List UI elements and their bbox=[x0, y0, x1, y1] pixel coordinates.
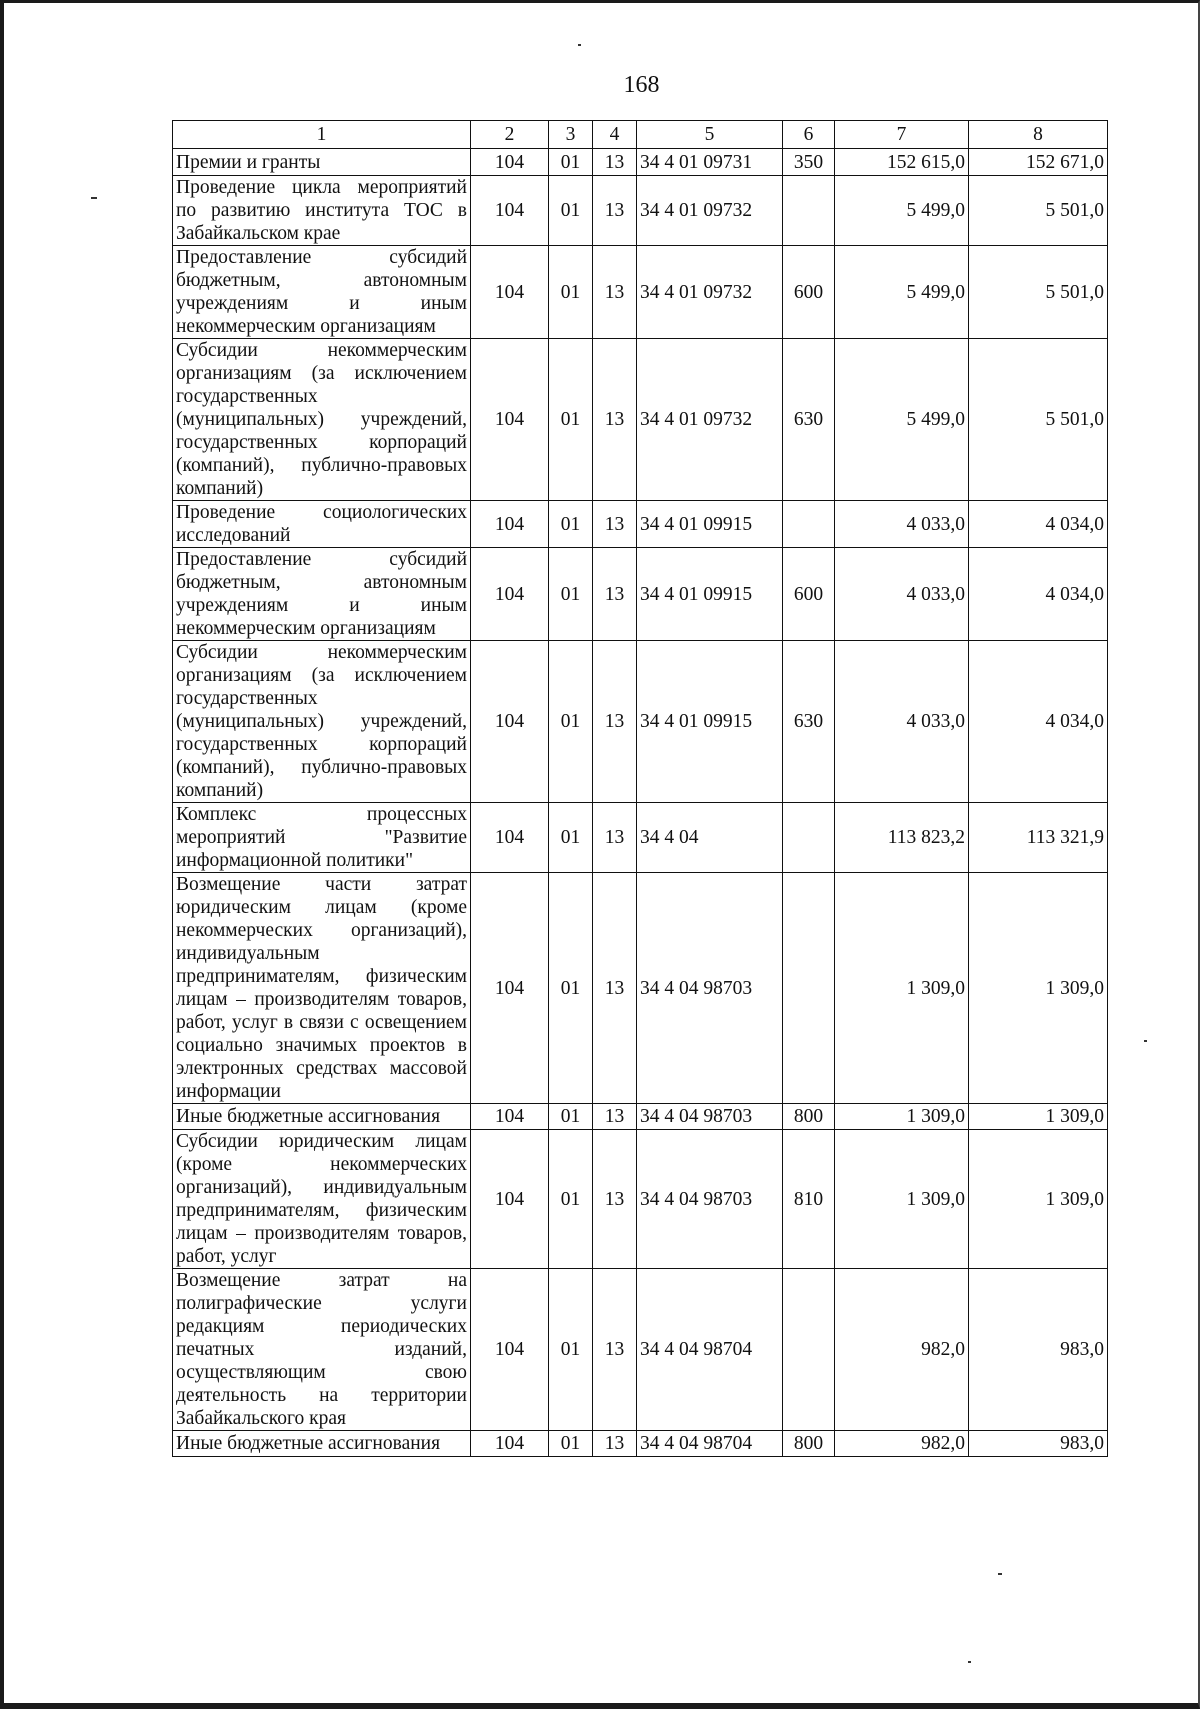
row-code: 34 4 01 09731 bbox=[637, 149, 783, 176]
row-amount-2: 5 501,0 bbox=[969, 339, 1108, 501]
row-code: 34 4 04 bbox=[637, 803, 783, 873]
row-item-name: Субсидии некоммерческим организациям (за исключением государственных (муниципальных) учреждений, государственных корпораций (компаний), публично-правовых компаний) bbox=[173, 641, 471, 803]
row-amount-1: 4 033,0 bbox=[835, 501, 969, 548]
row-code: 34 4 04 98703 bbox=[637, 1104, 783, 1130]
column-header: 6 bbox=[783, 121, 835, 149]
row-type: 800 bbox=[783, 1104, 835, 1130]
row-type: 350 bbox=[783, 149, 835, 176]
row-code: 34 4 01 09732 bbox=[637, 246, 783, 339]
row-amount-1: 982,0 bbox=[835, 1269, 969, 1431]
scan-speck bbox=[578, 44, 581, 46]
row-c3: 01 bbox=[549, 803, 593, 873]
row-item-name: Возмещение части затрат юридическим лицам (кроме некоммерческих организаций), индивидуальным предпринимателям, физическим лицам – производителям товаров, работ, услуг в связи с освещением социально значимых проектов в электронных средствах массовой информации bbox=[173, 873, 471, 1104]
scan-speck bbox=[968, 1661, 971, 1663]
row-c3: 01 bbox=[549, 501, 593, 548]
row-type bbox=[783, 501, 835, 548]
row-c4: 13 bbox=[593, 1269, 637, 1431]
column-header: 3 bbox=[549, 121, 593, 149]
row-amount-2: 152 671,0 bbox=[969, 149, 1108, 176]
row-amount-2: 113 321,9 bbox=[969, 803, 1108, 873]
table-row bbox=[173, 176, 1108, 246]
row-c2: 104 bbox=[471, 149, 549, 176]
table-row bbox=[173, 149, 1108, 176]
row-type: 800 bbox=[783, 1431, 835, 1457]
row-c4: 13 bbox=[593, 246, 637, 339]
row-code: 34 4 01 09732 bbox=[637, 176, 783, 246]
row-c2: 104 bbox=[471, 548, 549, 641]
table-row bbox=[173, 1130, 1108, 1269]
row-c3: 01 bbox=[549, 339, 593, 501]
row-item-name: Предоставление субсидий бюджетным, автономным учреждениям и иным некоммерческим организациям bbox=[173, 548, 471, 641]
row-c4: 13 bbox=[593, 1130, 637, 1269]
budget-table bbox=[172, 120, 1108, 1457]
row-c2: 104 bbox=[471, 176, 549, 246]
row-c2: 104 bbox=[471, 1269, 549, 1431]
row-amount-1: 1 309,0 bbox=[835, 1130, 969, 1269]
row-item-name: Возмещение затрат на полиграфические услуги редакциям периодических печатных изданий, осуществляющим свою деятельность на территории Забайкальского края bbox=[173, 1269, 471, 1431]
row-amount-2: 5 501,0 bbox=[969, 246, 1108, 339]
row-amount-1: 5 499,0 bbox=[835, 339, 969, 501]
row-c4: 13 bbox=[593, 803, 637, 873]
page-number: 168 bbox=[623, 72, 660, 98]
row-amount-2: 5 501,0 bbox=[969, 176, 1108, 246]
column-header: 4 bbox=[593, 121, 637, 149]
row-item-name: Иные бюджетные ассигнования bbox=[173, 1104, 471, 1130]
row-amount-1: 4 033,0 bbox=[835, 641, 969, 803]
row-amount-2: 983,0 bbox=[969, 1431, 1108, 1457]
row-item-name: Проведение цикла мероприятий по развитию института ТОС в Забайкальском крае bbox=[173, 176, 471, 246]
row-code: 34 4 04 98703 bbox=[637, 873, 783, 1104]
row-amount-2: 4 034,0 bbox=[969, 501, 1108, 548]
table-row bbox=[173, 501, 1108, 548]
row-amount-2: 4 034,0 bbox=[969, 641, 1108, 803]
row-type: 600 bbox=[783, 548, 835, 641]
row-c4: 13 bbox=[593, 1104, 637, 1130]
row-code: 34 4 04 98704 bbox=[637, 1269, 783, 1431]
row-amount-2: 1 309,0 bbox=[969, 1130, 1108, 1269]
row-c4: 13 bbox=[593, 1431, 637, 1457]
row-code: 34 4 01 09915 bbox=[637, 641, 783, 803]
row-amount-1: 982,0 bbox=[835, 1431, 969, 1457]
row-amount-1: 152 615,0 bbox=[835, 149, 969, 176]
row-c2: 104 bbox=[471, 246, 549, 339]
row-amount-2: 1 309,0 bbox=[969, 873, 1108, 1104]
row-c3: 01 bbox=[549, 176, 593, 246]
table-row bbox=[173, 803, 1108, 873]
row-item-name: Проведение социологических исследований bbox=[173, 501, 471, 548]
row-c3: 01 bbox=[549, 149, 593, 176]
row-item-name: Предоставление субсидий бюджетным, автономным учреждениям и иным некоммерческим организациям bbox=[173, 246, 471, 339]
table-row bbox=[173, 1104, 1108, 1130]
column-header: 2 bbox=[471, 121, 549, 149]
row-amount-1: 5 499,0 bbox=[835, 176, 969, 246]
row-amount-1: 113 823,2 bbox=[835, 803, 969, 873]
scan-speck bbox=[1144, 1040, 1147, 1042]
row-c2: 104 bbox=[471, 339, 549, 501]
row-type: 600 bbox=[783, 246, 835, 339]
table-row bbox=[173, 641, 1108, 803]
row-item-name: Субсидии некоммерческим организациям (за исключением государственных (муниципальных) учреждений, государственных корпораций (компаний), публично-правовых компаний) bbox=[173, 339, 471, 501]
row-c4: 13 bbox=[593, 641, 637, 803]
row-c2: 104 bbox=[471, 873, 549, 1104]
row-c4: 13 bbox=[593, 149, 637, 176]
row-code: 34 4 01 09915 bbox=[637, 548, 783, 641]
row-code: 34 4 01 09732 bbox=[637, 339, 783, 501]
row-c4: 13 bbox=[593, 176, 637, 246]
row-code: 34 4 04 98703 bbox=[637, 1130, 783, 1269]
row-amount-1: 1 309,0 bbox=[835, 873, 969, 1104]
row-amount-1: 1 309,0 bbox=[835, 1104, 969, 1130]
row-c3: 01 bbox=[549, 1269, 593, 1431]
row-c3: 01 bbox=[549, 1104, 593, 1130]
row-type bbox=[783, 873, 835, 1104]
row-type bbox=[783, 176, 835, 246]
column-header: 5 bbox=[637, 121, 783, 149]
row-amount-2: 1 309,0 bbox=[969, 1104, 1108, 1130]
column-header: 1 bbox=[173, 121, 471, 149]
row-item-name: Иные бюджетные ассигнования bbox=[173, 1431, 471, 1457]
row-c4: 13 bbox=[593, 339, 637, 501]
row-c2: 104 bbox=[471, 803, 549, 873]
row-code: 34 4 01 09915 bbox=[637, 501, 783, 548]
column-header: 8 bbox=[969, 121, 1108, 149]
row-c4: 13 bbox=[593, 873, 637, 1104]
table-header-row bbox=[173, 121, 1108, 149]
row-type bbox=[783, 1269, 835, 1431]
row-c3: 01 bbox=[549, 873, 593, 1104]
scan-speck bbox=[998, 1573, 1002, 1575]
row-c2: 104 bbox=[471, 1130, 549, 1269]
row-c2: 104 bbox=[471, 501, 549, 548]
table-row bbox=[173, 1269, 1108, 1431]
table-row bbox=[173, 1431, 1108, 1457]
row-c2: 104 bbox=[471, 641, 549, 803]
row-item-name: Премии и гранты bbox=[173, 149, 471, 176]
row-c3: 01 bbox=[549, 641, 593, 803]
row-c3: 01 bbox=[549, 1130, 593, 1269]
table-row bbox=[173, 548, 1108, 641]
row-c2: 104 bbox=[471, 1104, 549, 1130]
row-type: 810 bbox=[783, 1130, 835, 1269]
column-header: 7 bbox=[835, 121, 969, 149]
row-c2: 104 bbox=[471, 1431, 549, 1457]
row-c3: 01 bbox=[549, 246, 593, 339]
row-amount-2: 4 034,0 bbox=[969, 548, 1108, 641]
row-c3: 01 bbox=[549, 548, 593, 641]
row-item-name: Комплекс процессных мероприятий "Развитие информационной политики" bbox=[173, 803, 471, 873]
row-amount-1: 4 033,0 bbox=[835, 548, 969, 641]
row-item-name: Субсидии юридическим лицам (кроме некоммерческих организаций), индивидуальным предпринимателям, физическим лицам – производителям товаров, работ, услуг bbox=[173, 1130, 471, 1269]
row-amount-2: 983,0 bbox=[969, 1269, 1108, 1431]
row-code: 34 4 04 98704 bbox=[637, 1431, 783, 1457]
row-type bbox=[783, 803, 835, 873]
table-row bbox=[173, 246, 1108, 339]
row-c4: 13 bbox=[593, 548, 637, 641]
row-type: 630 bbox=[783, 641, 835, 803]
table-row bbox=[173, 339, 1108, 501]
row-amount-1: 5 499,0 bbox=[835, 246, 969, 339]
table-row bbox=[173, 873, 1108, 1104]
scan-speck bbox=[91, 197, 97, 199]
row-type: 630 bbox=[783, 339, 835, 501]
row-c4: 13 bbox=[593, 501, 637, 548]
row-c3: 01 bbox=[549, 1431, 593, 1457]
